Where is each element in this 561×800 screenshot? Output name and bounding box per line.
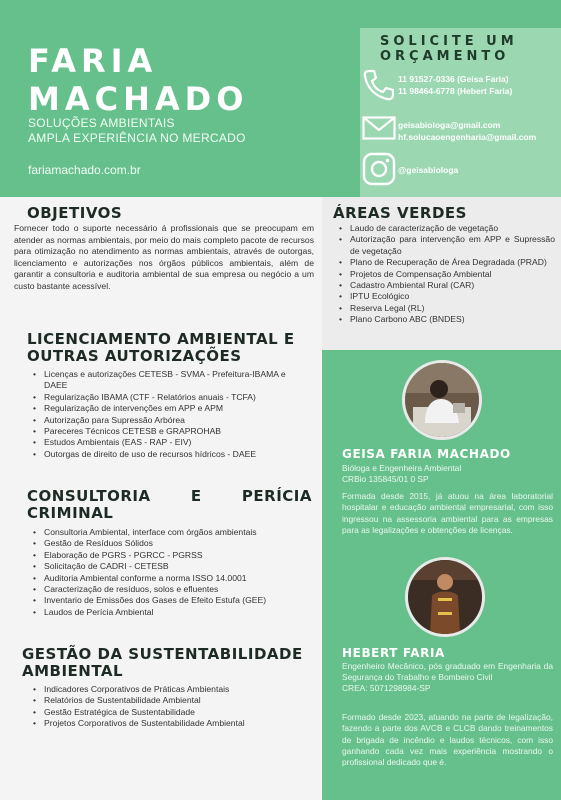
list-item: • Laudo de caracterização de vegetação [333,223,555,234]
sustentabilidade-title-line-2: AMBIENTAL [22,662,124,680]
email-addresses [398,119,536,143]
consultoria-title-word-1: CONSULTORIA [27,487,151,505]
list-item: • Projetos Corporativos de Sustentabilidade Ambiental [27,718,312,729]
consultoria-title-line-2: CRIMINAL [27,504,114,522]
list-item: • Outorgas de direito de uso de recursos hídricos - DAEE [27,449,302,460]
profile-name: HEBERT FARIA [342,646,445,660]
profile-role-title: Engenheiro Mecânico, pós graduado em Engenharia da Segurança do Trabalho e Bombeiro Civil [342,661,553,682]
licenciamento-title-line-2: OUTRAS AUTORIZAÇÕES [27,347,242,365]
profile-bio: Formado desde 2023, atuando na parte de legalização, fazendo a parte dos AVCB e CLCB dando treinamentos de brigada de incêndio e laudos técnicos, com isso ganhando cada vez mais experiência mostrando o profissional dedicado que é. [342,712,553,768]
profile-role-title: Bióloga e Engenheira Ambiental [342,463,462,473]
brand-line-2: MACHADO [28,80,249,118]
geisa-photo [402,360,482,440]
contact-panel [360,28,561,197]
consultoria-list [27,527,312,618]
list-item: • Estudos Ambientais (EAS - RAP - EIV) [27,437,302,448]
consultoria-title-word-2: E [190,487,202,505]
licenciamento-list [27,369,302,460]
hebert-photo [405,557,485,637]
objetivos-text: Fornecer todo o suporte necessário á profissionais que se preocupam em atender as normas ambientais, por meio do mais completo pacote de recursos para otimização no atendimento as normas ambientais, através de outorgas, licenciamento e autorizações nos órgãos públicos ambientais, além de garantir a consultoria e auditoria ambiental de sua empresa ou negócio a um custo bastante acessível. [14,223,314,291]
list-item: • Licenças e autorizações CETESB - SVMA - Prefeitura-IBAMA e DAEE [27,369,302,392]
email-1[interactable]: geisabiologa@gmail.com [398,120,501,130]
profile-role [342,661,553,694]
list-item: • Auditoria Ambiental conforme a norma ISSO 14.0001 [27,573,312,584]
list-item: • Plano Carbono ABC (BNDES) [333,314,555,325]
profile-name: GEISA FARIA MACHADO [342,447,511,461]
geisa-photo-image [405,363,479,437]
phone-1[interactable]: 11 91527-0336 (Geisa Faria) [398,74,509,84]
list-item: • Projetos de Compensação Ambiental [333,269,555,280]
brand-logo-text [28,42,248,118]
list-item: • Regularização IBAMA (CTF - Relatórios anuais - TCFA) [27,392,302,403]
tagline-line-1: SOLUÇÕES AMBIENTAIS [28,116,175,130]
list-item: • Autorização para intervenção em APP e Supressão de vegetação [333,234,555,257]
profile-registry: CREA: 5071298984-SP [342,683,431,693]
instagram-icon [362,152,396,186]
objetivos-title: OBJETIVOS [27,204,123,222]
phone-numbers [398,73,512,97]
list-item: • Autorização para Supressão Arbórea [27,415,302,426]
list-item: • Laudos de Perícia Ambiental [27,607,312,618]
email-2[interactable]: hf.solucaoengenharia@gmail.com [398,132,537,142]
list-item: • IPTU Ecológico [333,291,555,302]
list-item: • Reserva Legal (RL) [333,303,555,314]
profile-bio: Formada desde 2015, já atuou na área laboratorial hospitalar e educação ambiental empresarial, com isso ingressou na assessoria ambiental para as empresas para as legalizações e obtenções de licenças. [342,491,553,535]
list-item: • Indicadores Corporativos de Práticas Ambientais [27,684,312,695]
consultoria-title-line-1 [27,488,312,505]
hebert-photo-image [408,560,482,634]
header-banner [0,0,561,197]
website-link[interactable]: fariamachado.com.br [28,163,141,177]
instagram-handle[interactable]: @geisabiologa [398,165,459,175]
areas-verdes-title: ÁREAS VERDES [333,204,467,222]
list-item: • Caracterização de resíduos, solos e efluentes [27,584,312,595]
licenciamento-title [27,331,317,365]
sustentabilidade-title [22,646,317,680]
mail-icon [362,116,396,140]
tagline [28,116,246,146]
phone-icon [362,68,394,102]
licenciamento-title-line-1: LICENCIAMENTO AMBIENTAL E [27,330,295,348]
brand-line-1: FARIA [28,42,158,80]
contact-title: SOLICITE UM ORÇAMENTO [380,34,518,64]
list-item: • Relatórios de Sustentabilidade Ambiental [27,695,312,706]
profile-role [342,463,461,484]
sustentabilidade-list [27,684,312,730]
list-item: • Solicitação de CADRI - CETESB [27,561,312,572]
list-item: • Consultoria Ambiental, interface com órgãos ambientais [27,527,312,538]
profile-registry: CRBio 135845/01 0 SP [342,473,429,484]
phone-2[interactable]: 11 98464-6778 (Hebert Faria) [398,86,513,96]
list-item: • Gestão Estratégica de Sustentabilidade [27,707,312,718]
consultoria-title [27,488,312,522]
list-item: • Inventario de Emissões dos Gases de Efeito Estufa (GEE) [27,595,312,606]
list-item: • Regularização de intervenções em APP e APM [27,403,302,414]
list-item: • Cadastro Ambiental Rural (CAR) [333,280,555,291]
sustentabilidade-title-line-1: GESTÃO DA SUSTENTABILIDADE [22,645,303,663]
list-item: • Elaboração de PGRS - PGRCC - PGRSS [27,550,312,561]
list-item: • Gestão de Resíduos Sólidos [27,538,312,549]
list-item: • Plano de Recuperação de Área Degradada (PRAD) [333,257,555,268]
areas-verdes-list [333,223,555,326]
consultoria-title-word-3: PERÍCIA [241,487,312,505]
list-item: • Pareceres Técnicos CETESB e GRAPROHAB [27,426,302,437]
tagline-line-2: AMPLA EXPERIÊNCIA NO MERCADO [28,131,246,145]
